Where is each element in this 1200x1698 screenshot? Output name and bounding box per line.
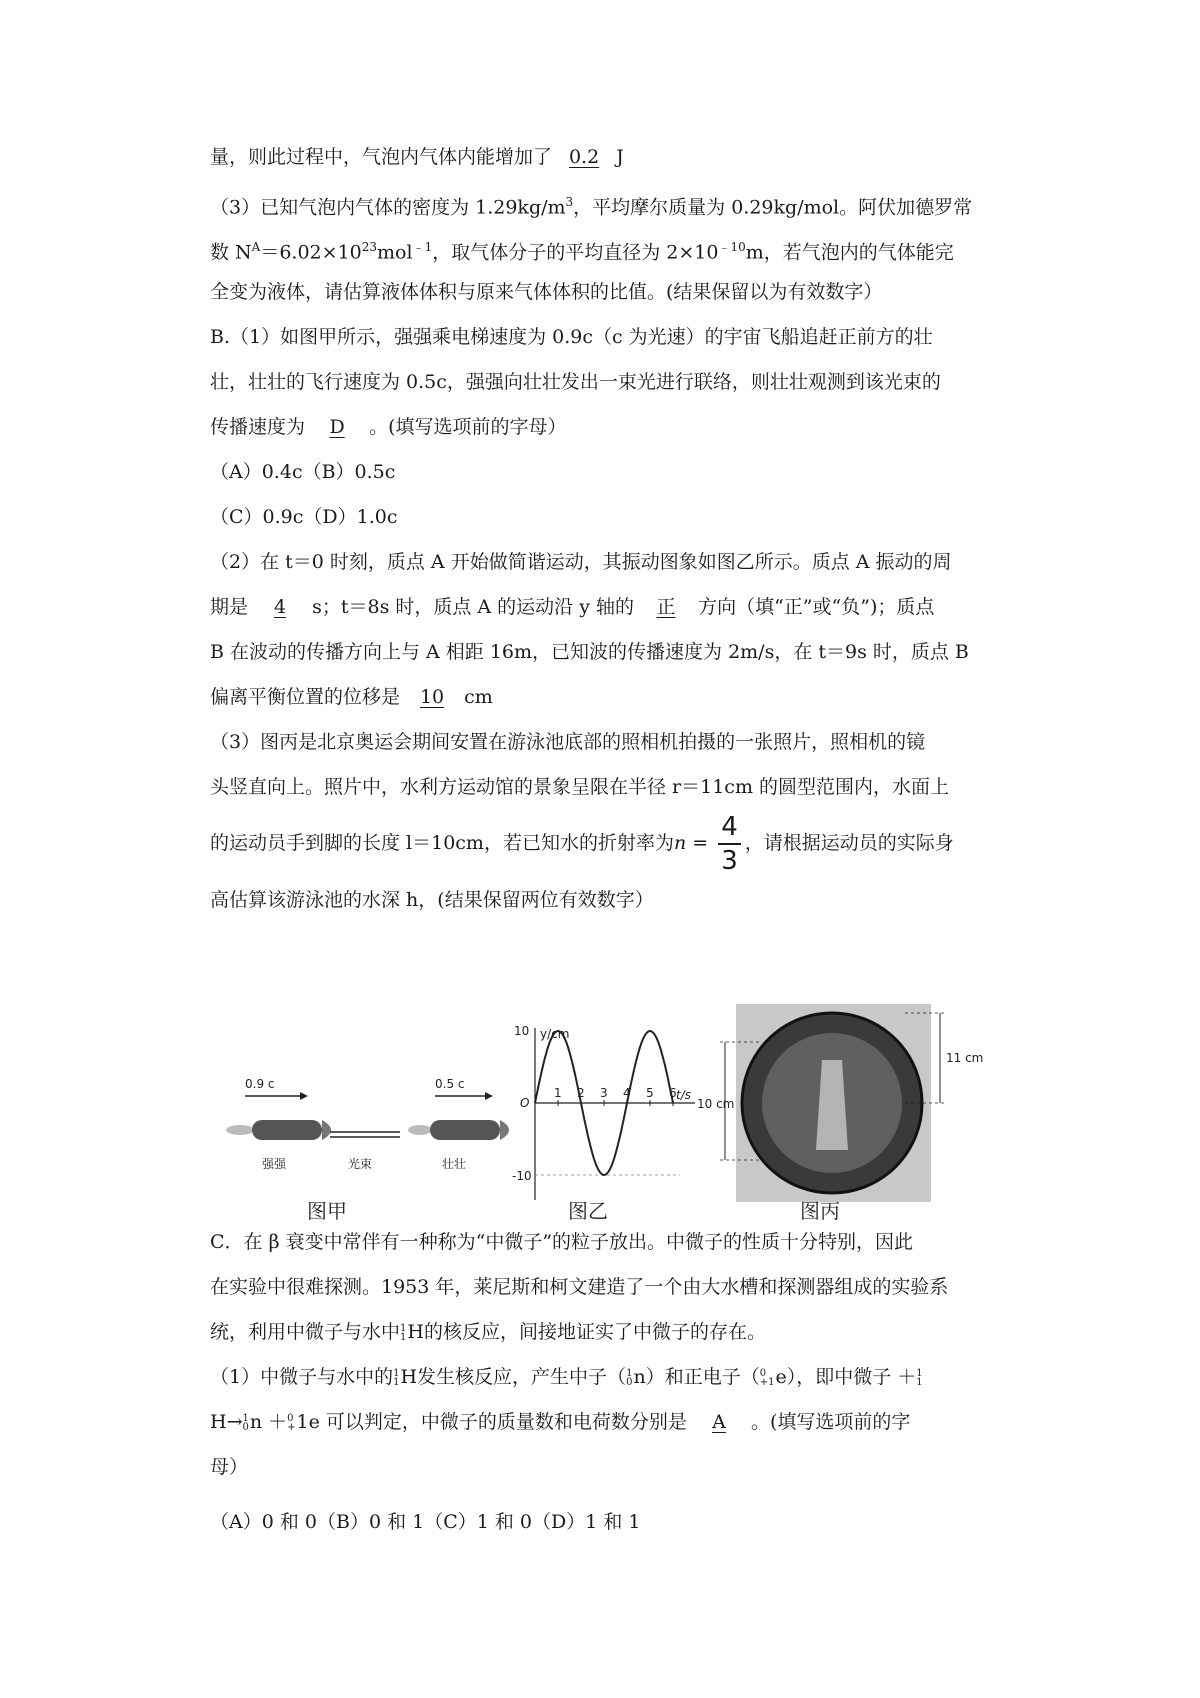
text: s；t＝8s 时，质点 A 的运动沿 y 轴的 [312,596,634,618]
answer-blank: 4 [274,596,287,618]
isotope-index: 1 1 [916,1368,923,1388]
exhaust-icon [226,1125,254,1135]
x-axis-label: t/s [676,1088,691,1102]
equals-sign: = [692,832,709,854]
answer-blank: 0.2 [568,146,600,168]
text: ＝6.02×10 [260,241,362,264]
text: （3）已知气泡内气体的密度为 1.29kg/m [210,196,566,219]
isotope-index: 1 1 [393,1368,400,1388]
isotope-index: 1 0 [626,1368,633,1388]
isotope-index: 1 1 [400,1323,407,1343]
text: 1e 可以判定，中微子的质量数和电荷数分别是 [296,1411,687,1433]
text: 的核反应，间接地证实了中微子的存在。 [423,1321,766,1343]
text-line-18: C．在 β 衰变中常伴有一种称为“中微子”的粒子放出。中微子的性质十分特别，因此 [210,1231,914,1253]
text-line-23: 母） [210,1456,249,1478]
fraction-four-thirds [718,811,741,877]
caption-jia: 图甲 [307,1199,347,1223]
text-line-15: 头竖直向上。照片中，水利方运动馆的景象呈限在半径 r＝11cm 的圆型范围内，水面上 [210,776,949,798]
text-line-21 [210,1363,924,1391]
spaceship-icon [252,1120,322,1140]
text: ，取气体分子的平均直径为 2×10 [432,241,719,264]
spaceship-nose-icon [500,1120,509,1140]
text: 传播速度为 [210,416,306,438]
x-tick-label: 2 [577,1086,585,1100]
text: 方向（填“正”或“负”)；质点 [698,596,935,618]
x-tick-label: 1 [554,1086,562,1100]
text-line-7 [210,413,567,441]
exhaust-icon [408,1125,432,1135]
isotope-index: 1 0 [242,1413,249,1433]
y-min-label: -10 [512,1169,532,1183]
option-line-ab: （A）0.4c（B）0.5c [210,461,396,483]
figure-row [200,1000,1050,1223]
text: 偏离平衡位置的位移是 [210,686,401,708]
option-line-c1: （A）0 和 0（B）0 和 1（C）1 和 0（D）1 和 1 [210,1511,641,1533]
text: J [616,146,624,168]
text: 量，则此过程中，气泡内气体内能增加了 [210,146,553,168]
text-line-6: 壮，壮壮的飞行速度为 0.5c，强强向壮壮发出一束光进行联络，则壮壮观测到该光束的 [210,371,941,393]
hydrogen-symbol: H [407,1321,424,1343]
text: ，平均摩尔质量为 0.29kg/mol。阿伏加德罗常 [573,196,973,219]
superscript: ﹣10 [718,240,746,254]
text: 。(填写选项前的字母） [369,416,567,438]
isotope-index: 0 + [287,1413,296,1433]
label-light-beam: 光束 [348,1157,373,1171]
velocity-label-2: 0.5 c [435,1077,465,1091]
text: 统，利用中微子与水中 [210,1321,401,1343]
answer-blank: A [712,1411,726,1433]
text-line-3 [210,233,954,266]
refractive-index-symbol: n [673,832,687,854]
spaceship-icon [430,1120,500,1140]
text: 的运动员手到脚的长度 l＝10cm，若已知水的折射率为 [210,832,674,854]
arrow-head-icon [485,1092,493,1100]
text-line-19: 在实验中很难探测。1953 年，莱尼斯和柯文建造了一个由大水槽和探测器组成的实验系 [210,1276,949,1298]
text-line-4: 全变为液体，请估算液体体积与原来气体体积的比值。(结果保留以为有效数字） [210,281,883,303]
superscript: A [251,240,261,254]
denominator: 3 [721,846,738,876]
x-tick-label: 6 [669,1086,677,1100]
text: 数 N [210,241,252,264]
text-line-13 [210,683,493,711]
figures-svg [200,1000,1050,1220]
text-line-5: B.（1）如图甲所示，强强乘电梯速度为 0.9c（c 为光速）的宇宙飞船追赶正前方的壮 [210,326,933,348]
figure-bing [697,1004,983,1202]
text-line-22 [210,1408,910,1436]
text: ），即中微子 ＋ [786,1366,917,1388]
text-line-14: （3）图丙是北京奥运会期间安置在游泳池底部的照相机拍摄的一张照片，照相机的镜 [210,731,926,753]
superscript: 3 [565,195,574,209]
text-line-20 [210,1318,766,1346]
velocity-label-1: 0.9 c [245,1077,275,1091]
y-axis-label: y/cm [540,1027,570,1041]
answer-blank: 正 [656,596,676,618]
figure-yi-chart [512,1024,695,1200]
caption-bing: 图丙 [800,1199,840,1223]
neutron-symbol: n [633,1366,646,1388]
answer-blank: D [329,416,345,438]
text: cm [464,686,493,708]
text-line-16 [210,808,954,878]
x-tick-label: 4 [623,1086,631,1100]
numerator: 4 [718,811,741,845]
origin-label: O [520,1096,530,1110]
text: （1）中微子与水中的 [210,1366,394,1388]
x-tick-label: 3 [600,1086,608,1100]
spaceship-nose-icon [322,1120,331,1140]
option-line-cd: （C）0.9c（D）1.0c [210,506,398,528]
positron-symbol: e [775,1366,787,1388]
text: ，请根据运动员的实际身 [744,832,954,854]
text-line-11 [210,593,934,621]
text: mol [377,241,413,264]
text: H→ [210,1411,243,1433]
text-line-17: 高估算该游泳池的水深 h，(结果保留两位有效数字） [210,889,654,911]
figure-jia [226,1077,509,1171]
dim-label-11cm: 11 cm [946,1051,984,1065]
text-line-12: B 在波动的传播方向上与 A 相距 16m，已知波的传播速度为 2m/s，在 t＝9s 时，质点 B [210,641,969,663]
text: 。(填写选项前的字 [751,1411,911,1433]
dim-label-10cm: 10 cm [697,1097,735,1111]
text: ）和正电子（ [645,1366,760,1388]
superscript: 23 [361,240,378,254]
text-line-1 [210,143,624,171]
isotope-index: 0 +1 [759,1368,775,1388]
arrow-head-icon [300,1092,308,1100]
text: n ＋ [249,1411,288,1433]
x-tick-label: 5 [646,1086,654,1100]
y-max-label: 10 [514,1024,530,1038]
hydrogen-symbol: H [400,1366,418,1388]
answer-blank: 10 [419,686,445,708]
superscript: ﹣1 [412,240,433,254]
label-zhuangzhuang: 壮壮 [442,1157,467,1171]
text: m，若气泡内的气体能完 [745,241,954,264]
text-line-10: （2）在 t＝0 时刻，质点 A 开始做简谐运动，其振动图象如图乙所示。质点 A 振动的周 [210,551,952,573]
text: 发生核反应，产生中子（ [417,1366,627,1388]
text: 期是 [210,596,249,618]
caption-yi: 图乙 [568,1199,608,1223]
label-qiangqiang: 强强 [262,1157,287,1171]
text-line-2 [210,188,972,221]
